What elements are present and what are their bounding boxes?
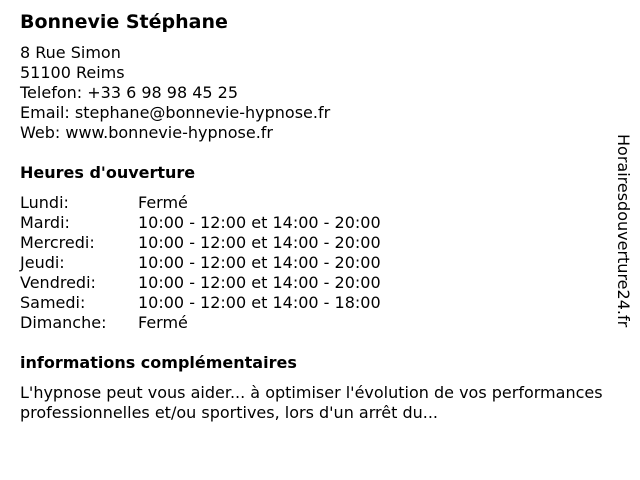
phone-number[interactable]: Telefon: +33 6 98 98 45 25: [20, 83, 239, 102]
hours-time: Fermé: [138, 193, 188, 212]
hours-time: 10:00 - 12:00 et 14:00 - 20:00: [138, 253, 381, 272]
street-address: 8 Rue Simon: [20, 43, 121, 62]
additional-info-text: L'hypnose peut vous aider... à optimiser l'évolution de vos performances professionnelles et/ou sportives, lors d'un arrêt du...: [20, 383, 603, 422]
brand-watermark: Horairesdouverture24.fr: [614, 134, 633, 328]
hours-time: 10:00 - 12:00 et 14:00 - 20:00: [138, 213, 381, 232]
business-card: [20, 10, 605, 423]
hours-day: Jeudi:: [20, 253, 65, 272]
hours-time: 10:00 - 12:00 et 14:00 - 18:00: [138, 293, 381, 312]
hours-day: Mardi:: [20, 213, 70, 232]
hours-day: Samedi:: [20, 293, 86, 312]
hours-row: [20, 293, 605, 313]
opening-hours-heading: Heures d'ouverture: [20, 163, 196, 182]
hours-day: Lundi:: [20, 193, 69, 212]
hours-day: Mercredi:: [20, 233, 95, 252]
city-postcode: 51100 Reims: [20, 63, 125, 82]
hours-row: [20, 193, 605, 213]
hours-day: Vendredi:: [20, 273, 96, 292]
opening-hours-table: [20, 193, 605, 333]
hours-row: [20, 273, 605, 293]
hours-row: [20, 313, 605, 333]
hours-row: [20, 253, 605, 273]
website-link[interactable]: Web: www.bonnevie-hypnose.fr: [20, 123, 274, 142]
email-address[interactable]: Email: stephane@bonnevie-hypnose.fr: [20, 103, 331, 122]
hours-row: [20, 233, 605, 253]
contact-block: [20, 43, 605, 143]
hours-time: Fermé: [138, 313, 188, 332]
business-name: Bonnevie Stéphane: [20, 11, 228, 33]
hours-row: [20, 213, 605, 233]
hours-time: 10:00 - 12:00 et 14:00 - 20:00: [138, 273, 381, 292]
hours-day: Dimanche:: [20, 313, 107, 332]
additional-info-heading: informations complémentaires: [20, 353, 297, 372]
hours-time: 10:00 - 12:00 et 14:00 - 20:00: [138, 233, 381, 252]
